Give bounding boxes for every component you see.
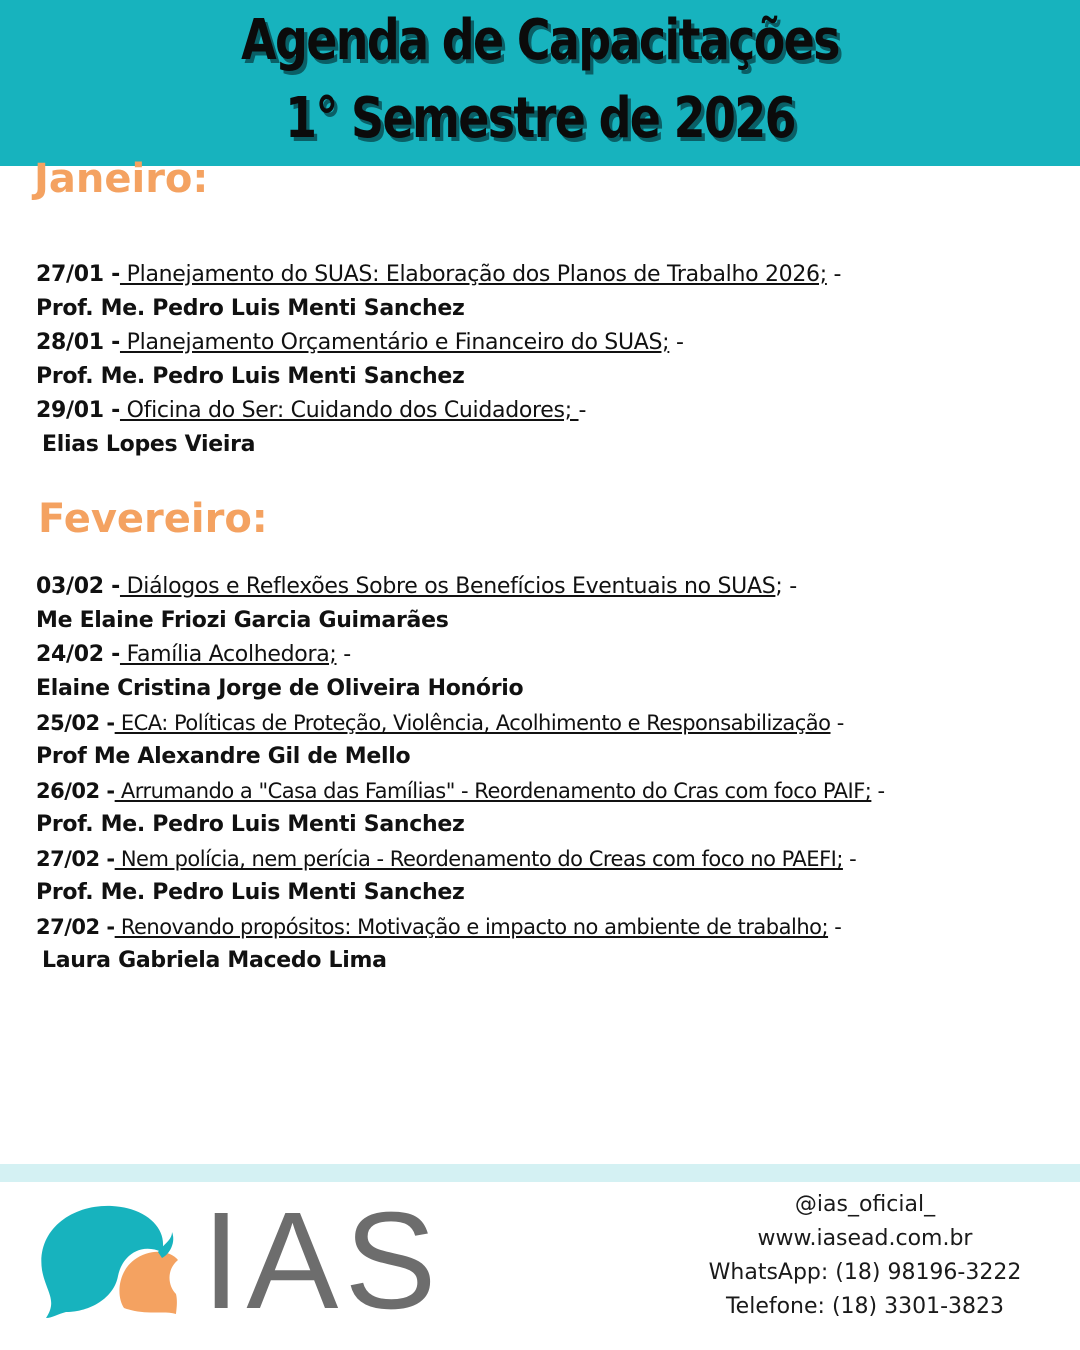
entry-date: 28/01 - [36,330,120,355]
header-banner [0,0,1080,166]
entry-date: 27/02 - [36,847,115,871]
course-link[interactable]: Nem polícia, nem perícia - Reordenamento do Creas com foco no PAEFI; [114,847,843,871]
schedule-entry [36,326,684,360]
entry-separator: - [669,330,684,355]
schedule-entry [36,842,856,876]
schedule-entry [36,394,586,428]
entry-date: 03/02 - [36,574,120,599]
speaker-name: Prof. Me. Pedro Luis Menti Sanchez [36,880,465,905]
speaker-name: Elaine Cristina Jorge de Oliveira Honório [36,676,524,701]
instagram-handle[interactable]: @ias_oficial_ [794,1192,936,1217]
entry-date: 27/02 - [36,915,115,939]
entry-date: 26/02 - [36,779,115,803]
course-link[interactable]: Planejamento Orçamentário e Financeiro do SUAS; [119,330,670,355]
month-heading-janeiro: Janeiro: [34,156,209,202]
entry-date: 24/02 - [36,642,120,667]
schedule-entry [36,706,844,740]
entry-separator: - [826,262,842,287]
entry-separator: ; - [775,574,797,599]
entry-separator: - [578,398,587,423]
schedule-entry [36,910,841,944]
speaker-name: Prof Me Alexandre Gil de Mello [36,744,411,769]
schedule-entry [36,774,885,808]
month-heading-fevereiro: Fevereiro: [38,496,268,542]
speaker-name: Me Elaine Friozi Garcia Guimarães [36,608,449,633]
speaker-name: Laura Gabriela Macedo Lima [42,948,387,973]
speaker-name: Prof. Me. Pedro Luis Menti Sanchez [36,364,465,389]
course-link[interactable]: Oficina do Ser: Cuidando dos Cuidadores; [119,398,579,423]
telefone-number[interactable]: Telefone: (18) 3301-3823 [725,1294,1005,1319]
course-link[interactable]: Planejamento do SUAS: Elaboração dos Planos de Trabalho 2026; [119,262,827,287]
entry-separator: - [828,915,842,939]
course-link[interactable]: Arrumando a "Casa das Famílias" - Reordenamento do Cras com foco PAIF; [114,779,872,803]
entry-separator: - [336,642,351,667]
website-link[interactable]: www.iasead.com.br [757,1226,973,1251]
entry-separator: - [871,779,885,803]
footer-divider [0,1164,1080,1182]
page-title-line-1: Agenda de Capacitações [241,8,839,73]
schedule-entry [36,258,841,292]
course-link[interactable]: Família Acolhedora; [119,642,337,667]
entry-separator: - [830,711,844,735]
entry-date: 29/01 - [36,398,120,423]
contact-block [700,1188,1030,1324]
course-link[interactable]: ECA: Políticas de Proteção, Violência, Acolhimento e Responsabilização [114,711,831,735]
speaker-name: Prof. Me. Pedro Luis Menti Sanchez [36,812,465,837]
whatsapp-number[interactable]: WhatsApp: (18) 98196-3222 [708,1260,1022,1285]
schedule-entry [36,638,351,672]
speaker-name: Prof. Me. Pedro Luis Menti Sanchez [36,296,465,321]
ias-logo-text: IAS [202,1184,443,1338]
schedule-entry [36,570,797,604]
entry-separator: - [842,847,857,871]
course-link[interactable]: Diálogos e Reflexões Sobre os Benefícios Eventuais no SUAS [119,574,776,599]
speaker-name: Elias Lopes Vieira [42,432,256,457]
page-title-line-2: 1° Semestre de 2026 [285,86,795,151]
entry-date: 25/02 - [36,711,115,735]
course-link[interactable]: Renovando propósitos: Motivação e impacto no ambiente de trabalho; [114,915,829,939]
entry-date: 27/01 - [36,262,120,287]
